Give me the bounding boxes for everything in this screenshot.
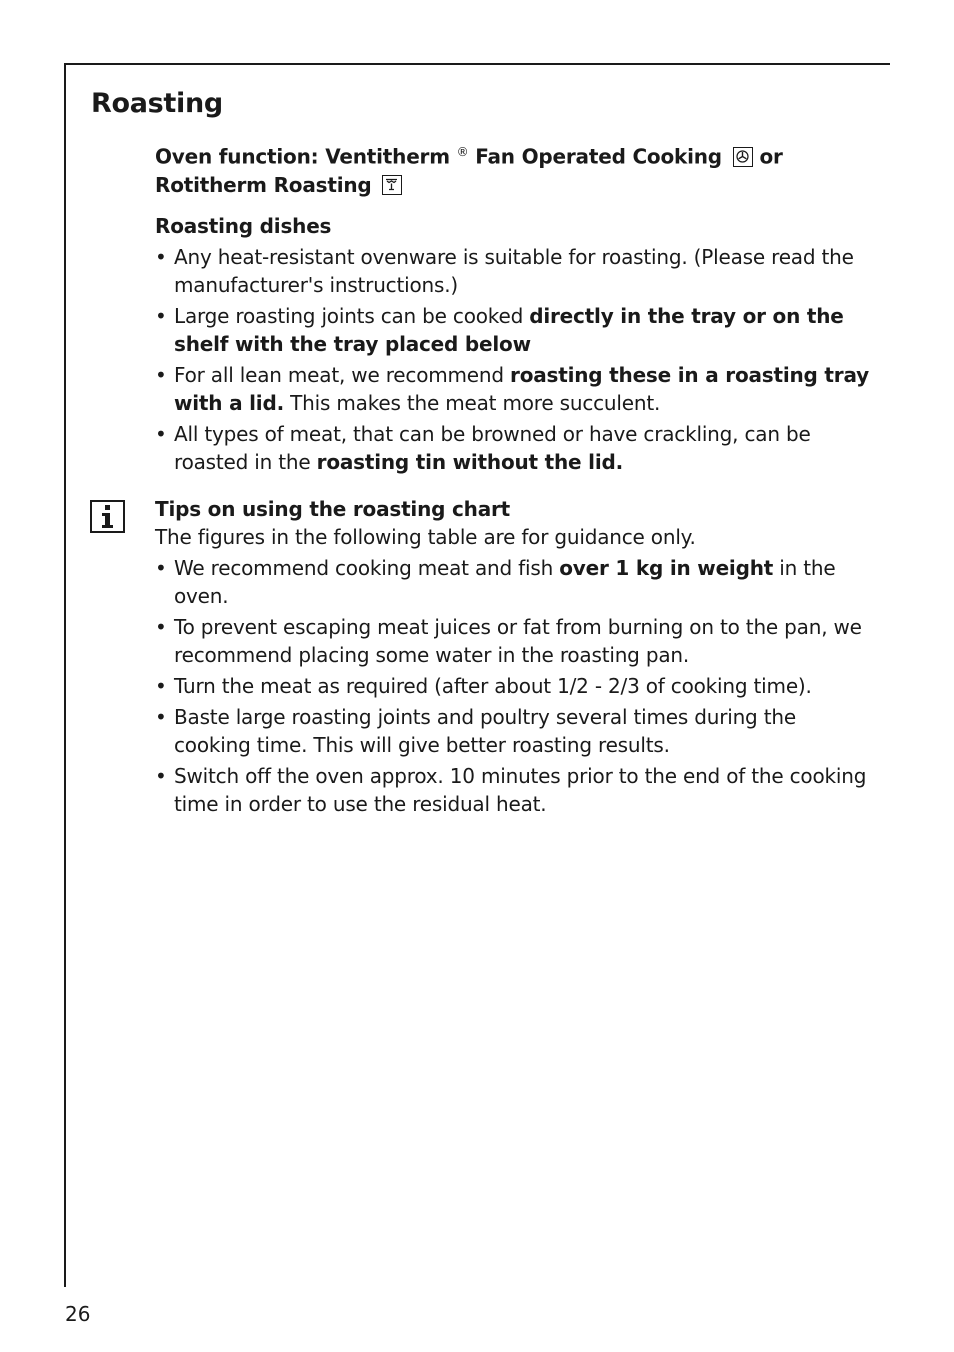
oven-function-or: or	[752, 144, 783, 169]
page-number: 26	[65, 1302, 91, 1326]
registered-mark: ®	[456, 145, 469, 159]
roasting-dishes-list	[155, 243, 875, 476]
body-text: in the oven.	[174, 555, 836, 608]
bold-text: over 1 kg in weight	[559, 555, 774, 580]
list-item	[155, 420, 875, 476]
info-icon	[90, 500, 125, 533]
fan-cooking-icon	[733, 147, 753, 167]
body-text: This makes the meat more succulent.	[283, 390, 661, 415]
oven-function-line1-suffix: Fan Operated Cooking	[468, 144, 722, 169]
tips-heading: Tips on using the roasting chart	[155, 496, 511, 521]
body-text: Baste large roasting joints and poultry several times during the cooking time. This will give better roasting results.	[174, 704, 796, 757]
bold-text: roasting tin without the lid.	[316, 449, 624, 474]
body-text: For all lean meat, we recommend	[174, 362, 511, 387]
tips-list	[155, 554, 875, 818]
tips-intro: The figures in the following table are for guidance only.	[155, 524, 696, 549]
list-item	[155, 554, 875, 610]
body-text: We recommend cooking meat and fish	[174, 555, 560, 580]
page-title: Roasting	[91, 88, 223, 119]
body-text: Switch off the oven approx. 10 minutes prior to the end of the cooking time in order to use the residual heat.	[174, 763, 867, 816]
roasting-dishes-section	[155, 212, 875, 476]
body-text: Any heat-resistant ovenware is suitable for roasting. (Please read the manufacturer's instructions.)	[174, 244, 854, 297]
body-text: To prevent escaping meat juices or fat from burning on to the pan, we recommend placing some water in the roasting pan.	[174, 614, 862, 667]
list-item	[155, 613, 875, 669]
list-item	[155, 243, 875, 299]
list-item	[155, 302, 875, 358]
oven-function-line1: Oven function: Ventitherm	[155, 144, 457, 169]
bold-text: directly in the tray or on the shelf with the tray placed below	[174, 303, 844, 356]
list-item	[155, 762, 875, 818]
content	[155, 138, 875, 818]
body-text: Turn the meat as required (after about 1/2 - 2/3 of cooking time).	[174, 673, 812, 698]
frame-top-rule	[64, 63, 890, 65]
list-item	[155, 703, 875, 759]
frame-left-rule	[64, 63, 66, 1287]
list-item	[155, 672, 875, 700]
body-text: Large roasting joints can be cooked	[174, 303, 530, 328]
oven-function-line2: Rotitherm Roasting	[155, 172, 372, 197]
rotitherm-roasting-icon	[382, 175, 402, 195]
body-text: All types of meat, that can be browned or have crackling, can be roasted in the	[174, 421, 811, 474]
roasting-dishes-heading: Roasting dishes	[155, 213, 332, 238]
list-item	[155, 361, 875, 417]
tips-section	[155, 495, 875, 818]
bold-text: roasting these in a roasting tray with a lid.	[174, 362, 869, 415]
oven-function	[155, 138, 875, 199]
